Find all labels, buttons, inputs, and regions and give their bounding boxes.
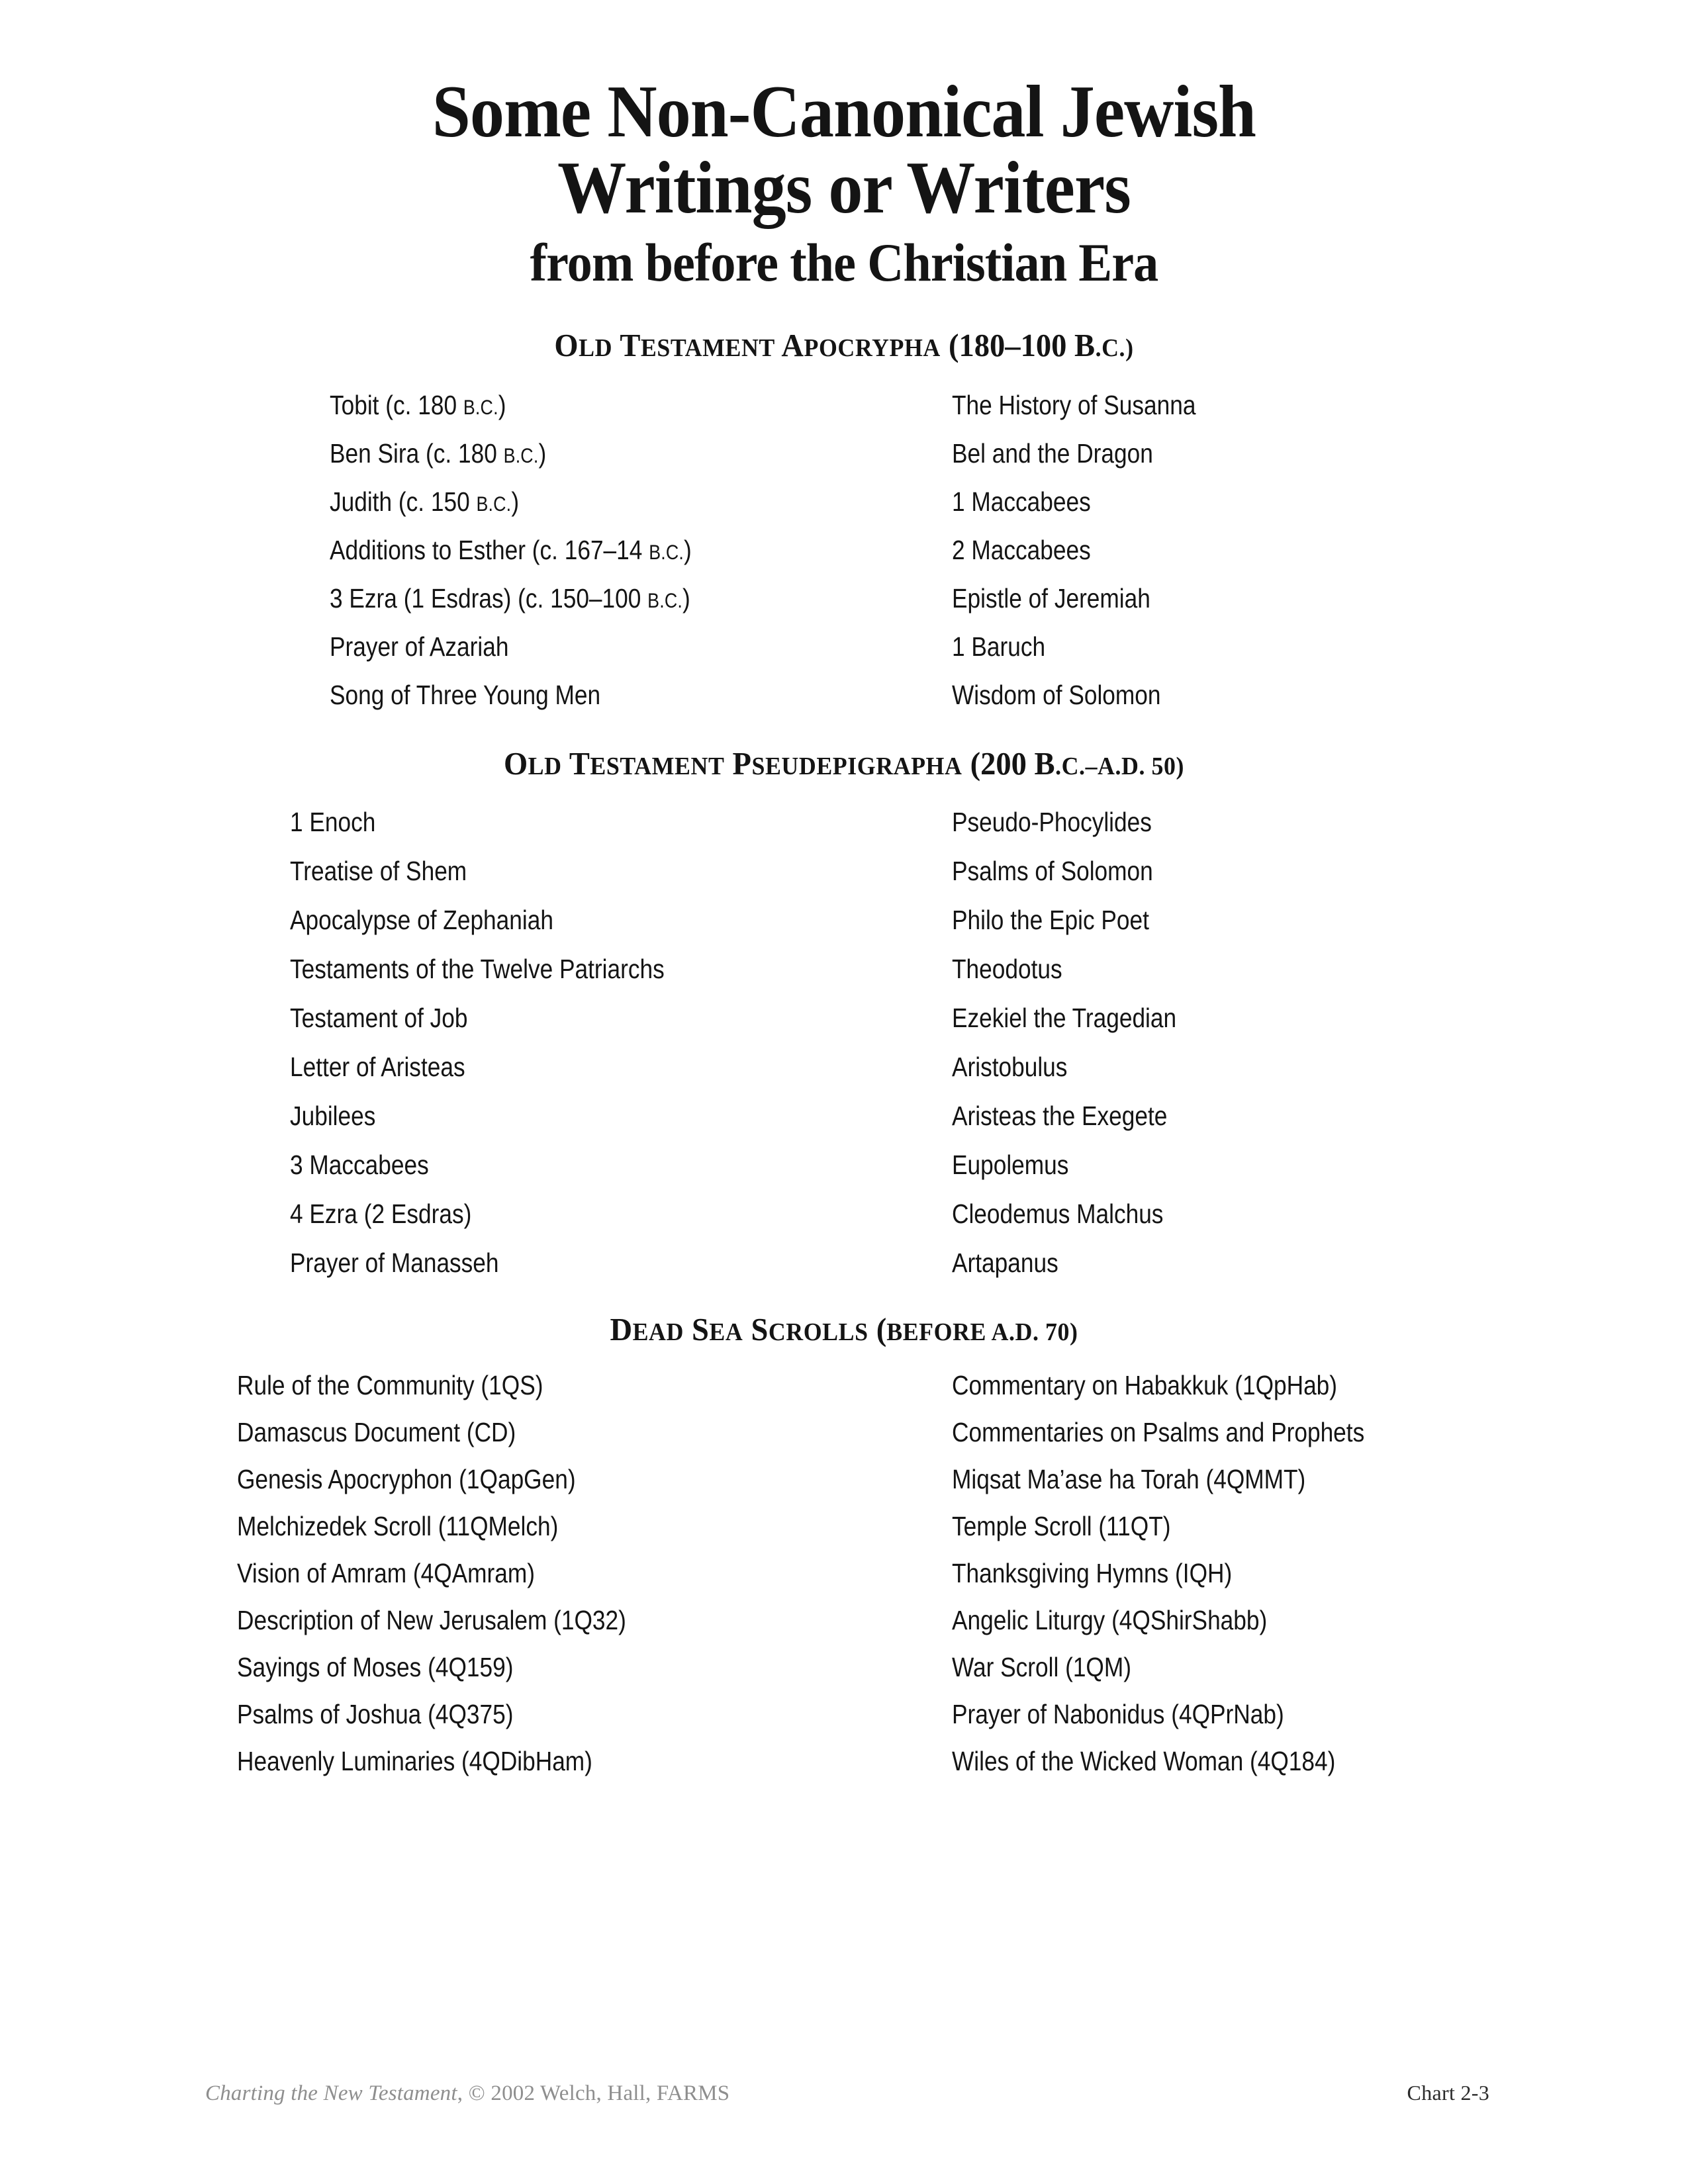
dead-sea-scrolls-column-left xyxy=(237,1372,952,1795)
list-item: Sayings of Moses (4Q159) xyxy=(237,1652,514,1683)
list-item: 1 Maccabees xyxy=(952,486,1091,518)
list-item: Commentaries on Psalms and Prophets xyxy=(952,1417,1365,1448)
list-item: Rule of the Community (1QS) xyxy=(237,1370,543,1401)
list-item: Miqsat Ma’ase ha Torah (4QMMT) xyxy=(952,1464,1306,1495)
heading-word-3-rest: POCRYPHA xyxy=(804,334,941,363)
list-item xyxy=(330,633,865,660)
list-item: 2 Maccabees xyxy=(952,535,1091,566)
list-item: Testament of Job xyxy=(290,1003,468,1034)
heading-word-2-rest: EA xyxy=(709,1318,743,1347)
list-item xyxy=(330,440,865,467)
section-old-testament-pseudepigrapha xyxy=(0,745,1688,1298)
entry-circa: c xyxy=(406,486,418,518)
list-item xyxy=(330,392,865,419)
section-heading-pseudepigrapha xyxy=(42,745,1646,782)
heading-word-3-cap: A xyxy=(781,327,804,364)
entry-paren-open: ( xyxy=(518,583,526,614)
entry-title: Prayer of Azariah xyxy=(330,631,509,662)
entry-circa: c xyxy=(433,438,445,469)
list-item xyxy=(330,488,865,516)
dead-sea-scrolls-column-right xyxy=(952,1372,1432,1795)
entry-title: Judith xyxy=(330,486,399,518)
footer-source-credit xyxy=(205,2081,729,2106)
heading-word-1-rest: EAD xyxy=(632,1318,684,1347)
list-item: Treatise of Shem xyxy=(290,856,467,887)
list-item: 1 Enoch xyxy=(290,807,376,838)
heading-date-range: ( xyxy=(876,1311,887,1348)
heading-word-1-cap: O xyxy=(554,327,579,364)
list-item: War Scroll (1QM) xyxy=(952,1652,1131,1683)
section-old-testament-apocrypha xyxy=(0,326,1688,730)
list-item: Description of New Jerusalem (1Q32) xyxy=(237,1605,626,1636)
entry-paren-open: ( xyxy=(385,390,394,421)
entry-title: 3 Ezra (1 Esdras) xyxy=(330,583,518,614)
heading-word-1-rest: LD xyxy=(579,334,613,363)
list-item: Philo the Epic Poet xyxy=(952,905,1149,936)
list-item: Temple Scroll (11QT) xyxy=(952,1511,1171,1542)
list-item xyxy=(330,537,865,564)
list-item: Artapanus xyxy=(952,1248,1058,1279)
list-item: Wisdom of Solomon xyxy=(952,680,1161,711)
entry-date: . 167–14 xyxy=(551,535,649,566)
page-title xyxy=(0,0,1688,291)
heading-era-cap: B xyxy=(1034,745,1056,782)
entry-date: . 180 xyxy=(445,438,504,469)
list-item: Damascus Document (CD) xyxy=(237,1417,516,1448)
pseudepigrapha-column-left xyxy=(290,809,952,1298)
dead-sea-scrolls-columns xyxy=(0,1372,1688,1795)
list-item: Cleodemus Malchus xyxy=(952,1199,1164,1230)
heading-word-2-cap: T xyxy=(569,745,590,782)
heading-word-2-rest: ESTAMENT xyxy=(590,752,725,781)
heading-word-3-cap: P xyxy=(732,745,752,782)
list-item: Commentary on Habakkuk (1QpHab) xyxy=(952,1370,1338,1401)
list-item: Testaments of the Twelve Patriarchs xyxy=(290,954,665,985)
list-item: Genesis Apocryphon (1QapGen) xyxy=(237,1464,576,1495)
heading-era-rest: BEFORE A.D. 70) xyxy=(886,1318,1078,1347)
entry-paren-close: ) xyxy=(498,390,506,421)
entry-paren-open: ( xyxy=(398,486,406,518)
list-item: Theodotus xyxy=(952,954,1062,985)
entry-era: B.C. xyxy=(503,444,539,468)
heading-word-1-cap: D xyxy=(610,1311,633,1348)
list-item: Bel and the Dragon xyxy=(952,438,1153,469)
list-item: Vision of Amram (4QAmram) xyxy=(237,1558,536,1589)
heading-word-2-cap: S xyxy=(692,1311,710,1348)
section-heading-apocrypha xyxy=(42,326,1646,364)
list-item: Eupolemus xyxy=(952,1150,1069,1181)
heading-word-3-rest: CROLLS xyxy=(768,1318,868,1347)
list-item: Thanksgiving Hymns (IQH) xyxy=(952,1558,1233,1589)
list-item: Angelic Liturgy (4QShirShabb) xyxy=(952,1605,1268,1636)
list-item: Jubilees xyxy=(290,1101,376,1132)
list-item: Prayer of Manasseh xyxy=(290,1248,499,1279)
entry-paren-close: ) xyxy=(511,486,520,518)
list-item: Aristeas the Exegete xyxy=(952,1101,1168,1132)
footer-source-rest: , © 2002 Welch, Hall, FARMS xyxy=(457,2081,730,2105)
list-item: Heavenly Luminaries (4QDibHam) xyxy=(237,1746,592,1777)
entry-circa: c xyxy=(393,390,405,421)
list-item: Aristobulus xyxy=(952,1052,1068,1083)
entry-title: Tobit xyxy=(330,390,386,421)
pseudepigrapha-column-right xyxy=(952,809,1213,1298)
entry-date: . 180 xyxy=(404,390,463,421)
list-item: Apocalypse of Zephaniah xyxy=(290,905,553,936)
entry-paren-open: ( xyxy=(532,535,540,566)
list-item xyxy=(330,585,865,612)
list-item: Pseudo-Phocylides xyxy=(952,807,1152,838)
footer-source-title: Charting the New Testament xyxy=(205,2081,457,2105)
heading-date-range: (180–100 xyxy=(948,327,1075,364)
list-item: Melchizedek Scroll (11QMelch) xyxy=(237,1511,559,1542)
entry-date: . 150 xyxy=(418,486,477,518)
title-line-2: Writings or Writers xyxy=(557,147,1131,230)
list-item: 1 Baruch xyxy=(952,631,1046,662)
heading-word-1-cap: O xyxy=(503,745,528,782)
section-heading-dead-sea-scrolls xyxy=(42,1310,1646,1348)
page-footer xyxy=(0,2081,1688,2106)
list-item: Ezekiel the Tragedian xyxy=(952,1003,1177,1034)
entry-circa: c xyxy=(525,583,538,614)
list-item: Letter of Aristeas xyxy=(290,1052,465,1083)
chart-number: Chart 2-3 xyxy=(1407,2081,1489,2105)
list-item: Psalms of Solomon xyxy=(952,856,1153,887)
title-subtitle: from before the Christian Era xyxy=(530,232,1158,293)
apocrypha-column-left xyxy=(330,392,952,730)
entry-circa: c xyxy=(539,535,552,566)
list-item: The History of Susanna xyxy=(952,390,1196,421)
title-line-1: Some Non-Canonical Jewish xyxy=(432,71,1256,153)
entry-title: Song of Three Young Men xyxy=(330,680,601,711)
heading-word-3-cap: S xyxy=(751,1311,769,1348)
apocrypha-columns xyxy=(0,392,1688,730)
heading-word-2-cap: T xyxy=(620,327,641,364)
entry-title: Additions to Esther xyxy=(330,535,532,566)
heading-era-rest: .C.) xyxy=(1095,334,1134,363)
entry-paren-close: ) xyxy=(682,583,690,614)
heading-word-2-rest: ESTAMENT xyxy=(640,334,775,363)
entry-era: B.C. xyxy=(476,492,512,516)
list-item: Prayer of Nabonidus (4QPrNab) xyxy=(952,1699,1284,1730)
entry-date: . 150–100 xyxy=(537,583,648,614)
heading-date-range: (200 xyxy=(970,745,1035,782)
list-item: Wiles of the Wicked Woman (4Q184) xyxy=(952,1746,1336,1777)
list-item: 4 Ezra (2 Esdras) xyxy=(290,1199,472,1230)
apocrypha-column-right xyxy=(952,392,1235,730)
entry-era: B.C. xyxy=(649,541,684,565)
list-item xyxy=(330,682,865,709)
heading-era-rest: .C.–A.D. 50) xyxy=(1055,752,1185,781)
pseudepigrapha-columns xyxy=(0,809,1688,1298)
entry-paren-close: ) xyxy=(684,535,692,566)
entry-paren-close: ) xyxy=(538,438,547,469)
entry-title: Ben Sira xyxy=(330,438,426,469)
entry-paren-open: ( xyxy=(426,438,434,469)
entry-era: B.C. xyxy=(647,589,682,613)
list-item: Epistle of Jeremiah xyxy=(952,583,1150,614)
section-dead-sea-scrolls xyxy=(0,1310,1688,1795)
entry-era: B.C. xyxy=(463,396,498,420)
heading-word-1-rest: LD xyxy=(528,752,562,781)
heading-word-3-rest: SEUDEPIGRAPHA xyxy=(751,752,962,781)
list-item: 3 Maccabees xyxy=(290,1150,429,1181)
list-item: Psalms of Joshua (4Q375) xyxy=(237,1699,514,1730)
heading-era-cap: B xyxy=(1074,327,1096,364)
